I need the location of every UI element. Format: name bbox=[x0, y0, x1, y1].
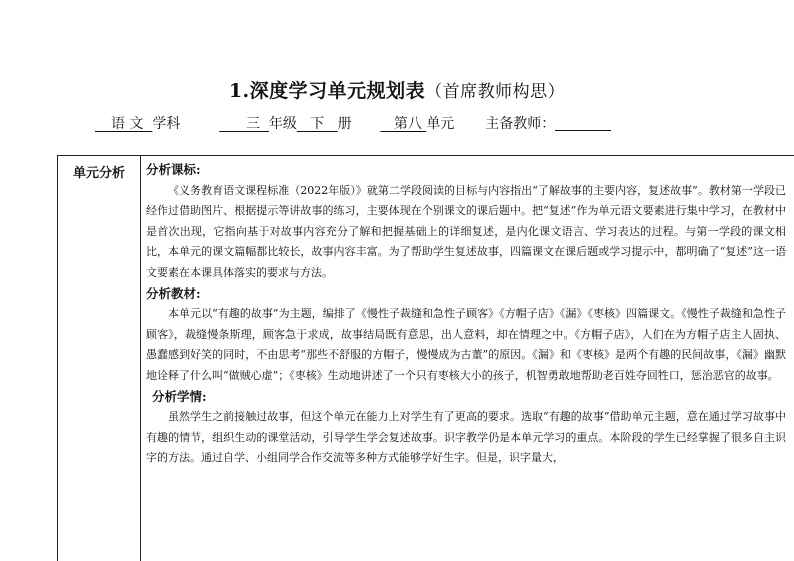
section-heading-textbook: 分析教材: bbox=[146, 285, 201, 301]
unit-label: 单元 bbox=[426, 116, 455, 132]
section-text-textbook: 本单元以“有趣的故事”为主题，编排了《慢性子裁缝和急性子顾客》《方帽子店》《漏》《枣核》四篇课文。《慢性子裁缝和急性子顾客》，裁缝慢条斯理，顾客急于求成，故事结局既有意思，出人意料，却在情理之中。《方帽子店》，人们在为方帽子店主人固执、愚蠢感到好笑的同时，不由思考“那些不舒服的方帽子，慢慢成为古董”的原因。《漏》和《枣核》是两个有趣的民间故事，《漏》幽默地诠释了什么叫“做贼心虚”；《枣核》生动地讲述了一个只有枣核大小的孩子，机智勇敢地帮助老百姓夺回牲口，惩治恶官的故事。 bbox=[146, 307, 786, 382]
planning-table bbox=[57, 155, 794, 561]
section-text-students: 虽然学生之前接触过故事，但这个单元在能力上对学生有了更高的要求。选取“有趣的故事”借助单元主题，意在通过学习故事中有趣的情节，组织生动的课堂活动，引导学生学会复述故事。识字教学仍是本单元学习的重点。本阶段的学生已经掌握了很多自主识字的方法。通过自学、小组同学合作交流等多种方式能够学好生字。但是，识字量大， bbox=[146, 410, 786, 465]
document-meta-line bbox=[95, 113, 611, 133]
term-value: 下 bbox=[310, 116, 325, 132]
row-label: 单元分析 bbox=[72, 166, 125, 181]
analysis-content-cell bbox=[142, 156, 790, 469]
title-main: 1.深度学习单元规划表 bbox=[228, 80, 426, 102]
section-heading-curriculum: 分析课标: bbox=[146, 162, 201, 177]
title-subtitle: （首席教师构思） bbox=[425, 82, 566, 102]
section-text-curriculum: 《义务教育语文课程标准（2022年版）》就第二学段阅读的目标与内容指出“了解故事的主要内容，复述故事”。教材第一学段已经作过借助图片、根据提示等讲故事的练习，主要体现在个别课文的课后题中。把“复述”作为单元语文要素进行集中学习，在教材中是首次出现，它指向基于对故事内容充分了解和把握基础上的详细复述，是内化课文语言、学习表达的过程。与第一学段的课文相比，本单元的课文篇幅都比较长，故事内容丰富。为了帮助学生复述故事，四篇课文在课后题或学习提示中，都明确了“复述”这一语文要素在本课具体落实的要求与方法。 bbox=[146, 183, 786, 279]
subject-value: 语 文 bbox=[111, 116, 144, 132]
grade-value: 三 bbox=[245, 116, 260, 132]
teacher-blank bbox=[555, 116, 611, 131]
grade-label: 年级 bbox=[268, 116, 297, 132]
teacher-label: 主备教师： bbox=[485, 116, 556, 132]
section-heading-students: 分析学情: bbox=[152, 388, 207, 404]
subject-label: 学科 bbox=[152, 116, 181, 132]
document-title bbox=[0, 76, 794, 103]
term-label: 册 bbox=[337, 116, 352, 132]
row-label-cell bbox=[58, 156, 141, 561]
unit-value: 第八 bbox=[393, 116, 422, 132]
